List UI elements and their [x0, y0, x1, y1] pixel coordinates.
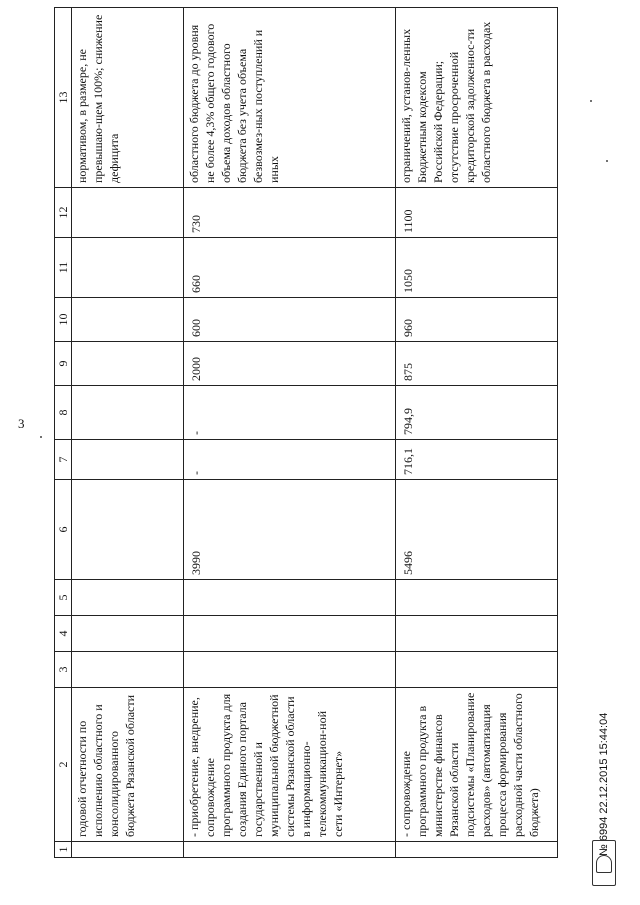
- header-cell: 9: [55, 342, 72, 386]
- cell-col5: [396, 580, 558, 616]
- scan-speck: [40, 436, 42, 438]
- header-cell: 7: [55, 440, 72, 480]
- registration-stamp: [584, 690, 624, 890]
- cell-col9: 875: [396, 342, 558, 386]
- header-cell: 6: [55, 480, 72, 580]
- cell-col1: [396, 842, 558, 858]
- cell-col1: [184, 842, 396, 858]
- stamp-text: № 6994 22.12.2015 15:44:04: [598, 712, 610, 856]
- cell-col12: 1100: [396, 188, 558, 238]
- cell-col11: 1050: [396, 238, 558, 298]
- cell-notes: областного бюджета до уровня не более 4,3% общего годового объема доходов областного бюджета без учета объема безвозмез-ных поступлений и иных: [184, 8, 396, 188]
- cell-col5: [184, 580, 396, 616]
- cell-col5: [72, 580, 184, 616]
- cell-description: - приобретение, внедрение, сопровождение программного продукта для создания Единого портала государственной и муниципальной бюджетной системы Рязанской области в информационно-телекоммуникацион-ной сети «Интернет»: [184, 688, 396, 842]
- table-row: [72, 8, 184, 858]
- budget-table: [54, 7, 558, 858]
- cell-col7: [72, 440, 184, 480]
- rotated-table-wrapper: [54, 8, 558, 858]
- cell-description: годовой отчетности по исполнению областного и консолидированного бюджета Рязанской области: [72, 688, 184, 842]
- header-cell: 8: [55, 386, 72, 440]
- header-cell: 3: [55, 652, 72, 688]
- cell-col3: [72, 652, 184, 688]
- header-cell: 2: [55, 688, 72, 842]
- cell-col6: 3990: [184, 480, 396, 580]
- header-cell: 10: [55, 298, 72, 342]
- table-row: [396, 8, 558, 858]
- table-row: [184, 8, 396, 858]
- header-cell: 11: [55, 238, 72, 298]
- cell-notes: ограничений, установ-ленных Бюджетным кодексом Российской Федерации; отсутствие просроченной кредиторской задолженнос-ти областного бюджета в расходах: [396, 8, 558, 188]
- cell-col9: 2000: [184, 342, 396, 386]
- cell-col8: -: [184, 386, 396, 440]
- cell-col4: [184, 616, 396, 652]
- cell-col3: [396, 652, 558, 688]
- header-cell: 5: [55, 580, 72, 616]
- cell-col10: [72, 298, 184, 342]
- cell-notes: нормативом, в размере, не превышаю-щем 100%; снижение дефицита: [72, 8, 184, 188]
- header-cell: 4: [55, 616, 72, 652]
- cell-col10: 960: [396, 298, 558, 342]
- page-number: 3: [18, 416, 25, 431]
- cell-col11: 660: [184, 238, 396, 298]
- header-cell: 12: [55, 188, 72, 238]
- header-cell: 13: [55, 8, 72, 188]
- cell-col8: [72, 386, 184, 440]
- cell-col3: [184, 652, 396, 688]
- cell-col4: [396, 616, 558, 652]
- seal-icon: [592, 840, 616, 886]
- cell-description: - сопровождение программного продукта в министерстве финансов Рязанской области подсистемы «Планирование расходов» (автоматизация процесса формирования расходной части областного бюджета): [396, 688, 558, 842]
- header-cell: 1: [55, 842, 72, 858]
- cell-col6: 5496: [396, 480, 558, 580]
- cell-col8: 794,9: [396, 386, 558, 440]
- cell-col1: [72, 842, 184, 858]
- cell-col9: [72, 342, 184, 386]
- cell-col10: 600: [184, 298, 396, 342]
- cell-col7: -: [184, 440, 396, 480]
- cell-col6: [72, 480, 184, 580]
- scan-speck: [606, 160, 608, 162]
- header-row: [55, 8, 72, 858]
- cell-col7: 716,1: [396, 440, 558, 480]
- scan-speck: [590, 100, 592, 102]
- cell-col12: 730: [184, 188, 396, 238]
- cell-col12: [72, 188, 184, 238]
- cell-col11: [72, 238, 184, 298]
- cell-col4: [72, 616, 184, 652]
